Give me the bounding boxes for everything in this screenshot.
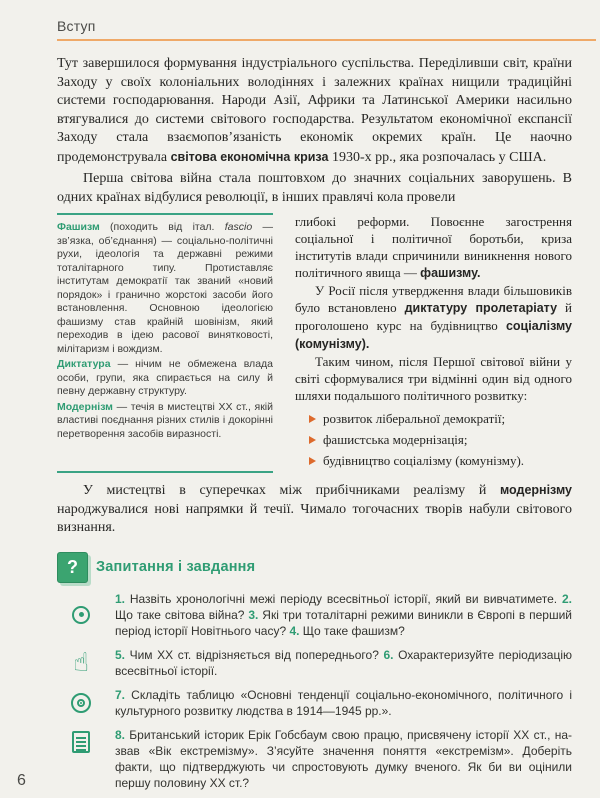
paragraph-reforms: глибокі реформи. Повоєнне загострення соціальної і політичної боротьби, криза інститутів влади спричинили виникнення нового політичного явища — фашизму. [295,214,572,280]
questions-header [57,552,572,583]
list-item-text: фашистська модернізація; [323,432,468,447]
page-number: 6 [17,772,26,789]
definition-modernism: Модернізм — течія в мистецтві XX ст., якій властиві поєднання різних стилів і докорінні перетворення засобів виразності. [57,400,273,440]
list-item-text: будівництво соціалізму (комунізму). [323,453,525,468]
two-column-zone [57,213,572,473]
paragraph-industrial-society: Тут завершилося формування індустріального суспільства. Переділивши світ, країни Заходу у своїх колоніальних володіннях і залежних країнах нищили традиційні системи господарювання. Народи Азії, Африки та Латинської Америки насильно втягувалися до системи світового господарства. Результатом економічної експансії Заходу стала взаємопов’язаність економік окремих країн. Це наочно продемонструвала світова економічна криза 1930-х рр., яка розпочалась у США. [57,56,572,165]
target-icon [72,606,90,624]
paragraph-art: У мистецтві в суперечках між прибічниками реалізму й модернізму народжувалися нові напрямки й течії. Чимало тогочасних творів набули світового визнання. [57,483,572,535]
right-column [295,213,572,473]
paths-list [309,410,572,469]
questions-title: Запитання і завдання [96,559,256,575]
paragraph-russia: У Росії після утвердження влади більшовиків було встановлено диктатуру пролетаріату й проголошено курс на будівництво соціалізму (комунізму). [295,283,572,351]
triangle-bullet-icon [309,415,316,423]
question-group-2 [57,647,572,679]
paragraph-world-war: Перша світова війна стала поштовхом до значних соціальних заворушень. В одних країнах відбулися революції, в інших правлячі кола провели [57,171,572,205]
question-text-5-6: 5. Чим XX ст. відрізняється від попереднього? 6. Охарактеризуйте періодизацію всесвітньої історії. [115,647,572,678]
question-text-7: 7. Складіть таблицю «Основні тенденції соціально-економічного, політичного і культурного розвитку людства в 1914—1945 рр.». [115,687,572,718]
header-rule [57,39,596,41]
chapter-label: Вступ [57,18,96,34]
paragraph-three-paths: Таким чином, після Першої світової війни у світі сформувалися три відмінні один від одного шляхи подальшого політичного розвитку: [295,354,572,403]
page-content [57,14,572,798]
definition-fascism: Фашизм (походить від італ. fascio — зв’язка, об’єднання) — соціально-політичні рухи, ідеологія та державні режими тоталітарного типу. Протиставляє інститутам демократії так званий «новий порядок» і гранично жорстокі засоби його встановлення. Основною ідеологією фашизму став крайній шовінізм, який переходив в ідею расової винятковості, мілітаризм і вождизм. [57,221,273,355]
question-group-1 [57,591,572,639]
questions-section [57,552,572,791]
question-mark-glyph: ? [67,556,78,577]
pointing-hand-icon: ☝ [73,647,89,678]
list-item [309,431,572,448]
triangle-bullet-icon [309,457,316,465]
concentric-rings-icon [71,693,91,713]
question-text-8: 8. Британський історик Ерік Гобсбаум свою працю, присвячену історії XX ст., назвав «Вік екстремізму». З’ясуйте значення поняття «екстремізм». Доберіть факти, що підтверджують чи спростовують думку вченого. Як би ви оцінили першу половину XX ст.? [115,727,572,790]
list-item [309,452,572,469]
list-item-text: розвиток ліберальної демократії; [323,411,506,426]
question-group-3 [57,687,572,719]
question-group-4 [57,727,572,791]
question-text-1-4: 1. Назвіть хронологічні межі періоду всесвітньої історії, який ви вивчатимете. 2. Що таке світова війна? 3. Які три тоталітарні режими виникли в Європі в перший період історії Новітнього часу? 4. Що таке фашизм? [115,591,572,638]
question-mark-icon [57,552,88,583]
triangle-bullet-icon [309,436,316,444]
document-icon [72,731,90,753]
definition-dictatorship: Диктатура — нічим не обмежена влада особи, групи, яка спирається на силу й певну державну структуру. [57,358,273,397]
definitions-box [57,213,273,473]
list-item [309,410,572,427]
